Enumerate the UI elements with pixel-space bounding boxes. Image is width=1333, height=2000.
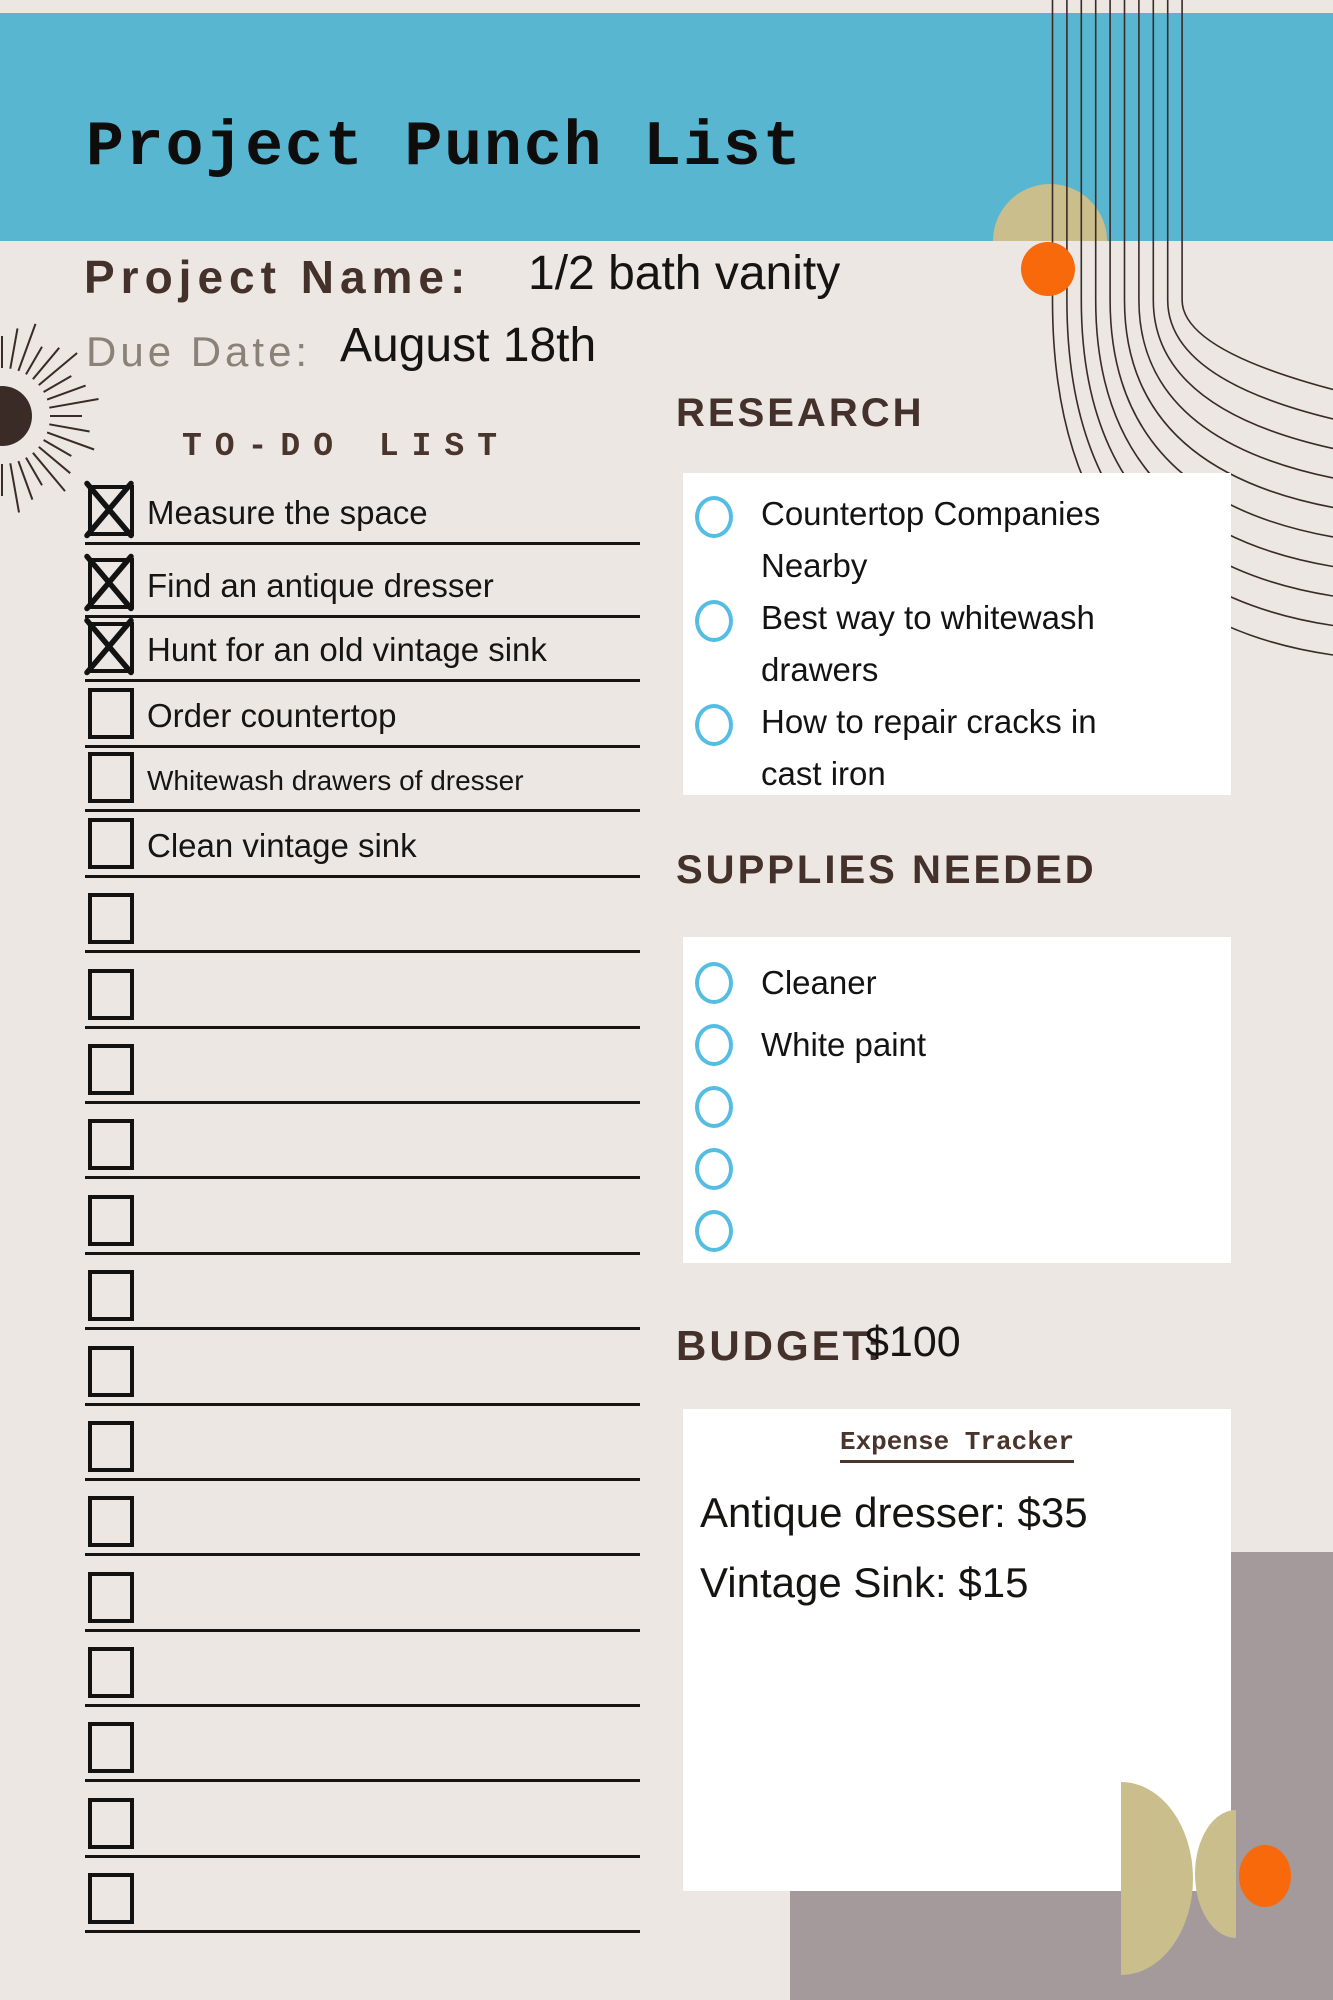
- bullet-circle[interactable]: [695, 600, 733, 642]
- checkbox-unchecked[interactable]: [88, 752, 134, 803]
- research-list: [695, 488, 1215, 800]
- checkbox-unchecked[interactable]: [88, 1572, 134, 1623]
- research-item: [695, 488, 1215, 592]
- todo-row: [85, 1721, 640, 1782]
- todo-row: [85, 1872, 640, 1933]
- todo-row: [85, 892, 640, 953]
- checkbox-unchecked[interactable]: [88, 688, 134, 739]
- supply-item-text: Cleaner: [761, 964, 877, 1001]
- x-mark-icon: [86, 555, 136, 614]
- supply-item: [695, 952, 1215, 1014]
- checkbox-checked[interactable]: [88, 622, 134, 673]
- todo-row: [85, 1646, 640, 1707]
- todo-row: [85, 751, 640, 812]
- todo-row: [85, 1118, 640, 1179]
- bullet-circle[interactable]: [695, 1024, 733, 1066]
- bullet-circle[interactable]: [695, 704, 733, 746]
- expense-item[interactable]: Vintage Sink: $15: [700, 1559, 1029, 1606]
- budget-label: BUDGET:: [676, 1322, 884, 1369]
- checkbox-unchecked[interactable]: [88, 1346, 134, 1397]
- checkbox-unchecked[interactable]: [88, 1873, 134, 1924]
- checkbox-unchecked[interactable]: [88, 1195, 134, 1246]
- project-name-value[interactable]: 1/2 bath vanity: [528, 247, 841, 300]
- research-item: [695, 696, 1215, 800]
- due-date-value[interactable]: August 18th: [340, 319, 597, 372]
- supply-item-text: White paint: [761, 1026, 927, 1063]
- bullet-circle[interactable]: [695, 962, 733, 1004]
- supply-item-empty: [695, 1200, 1215, 1262]
- checkbox-unchecked[interactable]: [88, 1421, 134, 1472]
- checkbox-unchecked[interactable]: [88, 1044, 134, 1095]
- checkbox-unchecked[interactable]: [88, 1722, 134, 1773]
- todo-row: [85, 687, 640, 748]
- todo-row: [85, 1420, 640, 1481]
- todo-item-label: Whitewash drawers of dresser: [147, 765, 524, 796]
- todo-row: [85, 1345, 640, 1406]
- todo-row: [85, 1797, 640, 1858]
- todo-item-label: Hunt for an old vintage sink: [147, 631, 547, 668]
- research-item-text: Best way to whitewash drawers: [761, 599, 1095, 688]
- todo-item-label: Measure the space: [147, 494, 428, 531]
- expense-tracker-title: Expense Tracker: [683, 1427, 1231, 1457]
- checkbox-unchecked[interactable]: [88, 818, 134, 869]
- bullet-circle[interactable]: [695, 496, 733, 538]
- checkbox-unchecked[interactable]: [88, 1798, 134, 1849]
- research-item: [695, 592, 1215, 696]
- bullet-circle[interactable]: [695, 1086, 733, 1128]
- checkbox-checked[interactable]: [88, 558, 134, 609]
- expense-item[interactable]: Antique dresser: $35: [700, 1489, 1088, 1536]
- supplies-card: [683, 937, 1231, 1263]
- checkbox-unchecked[interactable]: [88, 1496, 134, 1547]
- page-title: Project Punch List: [86, 112, 803, 183]
- todo-row: [85, 1495, 640, 1556]
- todo-item-label: Order countertop: [147, 697, 397, 734]
- supply-item-empty: [695, 1076, 1215, 1138]
- todo-item-label: Find an antique dresser: [147, 567, 494, 604]
- supply-item: [695, 1014, 1215, 1076]
- checkbox-unchecked[interactable]: [88, 1270, 134, 1321]
- due-date-label: Due Date:: [86, 328, 312, 375]
- x-mark-icon: [86, 482, 136, 541]
- checkbox-unchecked[interactable]: [88, 893, 134, 944]
- checkbox-unchecked[interactable]: [88, 1647, 134, 1698]
- bullet-circle[interactable]: [695, 1148, 733, 1190]
- todo-row: [85, 1269, 640, 1330]
- supply-item-empty: [695, 1138, 1215, 1200]
- research-title: RESEARCH: [676, 391, 925, 435]
- checkbox-unchecked[interactable]: [88, 1119, 134, 1170]
- todo-row: [85, 1194, 640, 1255]
- supplies-title: SUPPLIES NEEDED: [676, 848, 1097, 892]
- orange-dot-top: [1021, 242, 1075, 296]
- todo-row: [85, 557, 640, 618]
- checkbox-unchecked[interactable]: [88, 969, 134, 1020]
- todo-row: [85, 968, 640, 1029]
- checkbox-checked[interactable]: [88, 485, 134, 536]
- expense-tracker-card: [683, 1409, 1231, 1891]
- todo-row: [85, 1043, 640, 1104]
- todo-list-title: TO-DO LIST: [182, 428, 511, 465]
- research-item-text: Countertop Companies Nearby: [761, 495, 1101, 584]
- todo-row: [85, 817, 640, 878]
- project-name-label: Project Name:: [84, 251, 472, 303]
- todo-row: [85, 621, 640, 682]
- research-item-text: How to repair cracks in cast iron: [761, 703, 1097, 792]
- bullet-circle[interactable]: [695, 1210, 733, 1252]
- todo-row: [85, 484, 640, 545]
- sunburst-icon: [0, 320, 99, 513]
- supplies-list: [695, 952, 1215, 1262]
- research-card: [683, 473, 1231, 795]
- budget-value[interactable]: $100: [865, 1318, 961, 1366]
- x-mark-icon: [86, 619, 136, 678]
- mauve-bottom-block: [790, 1891, 1333, 2000]
- todo-item-label: Clean vintage sink: [147, 827, 417, 864]
- todo-row: [85, 1571, 640, 1632]
